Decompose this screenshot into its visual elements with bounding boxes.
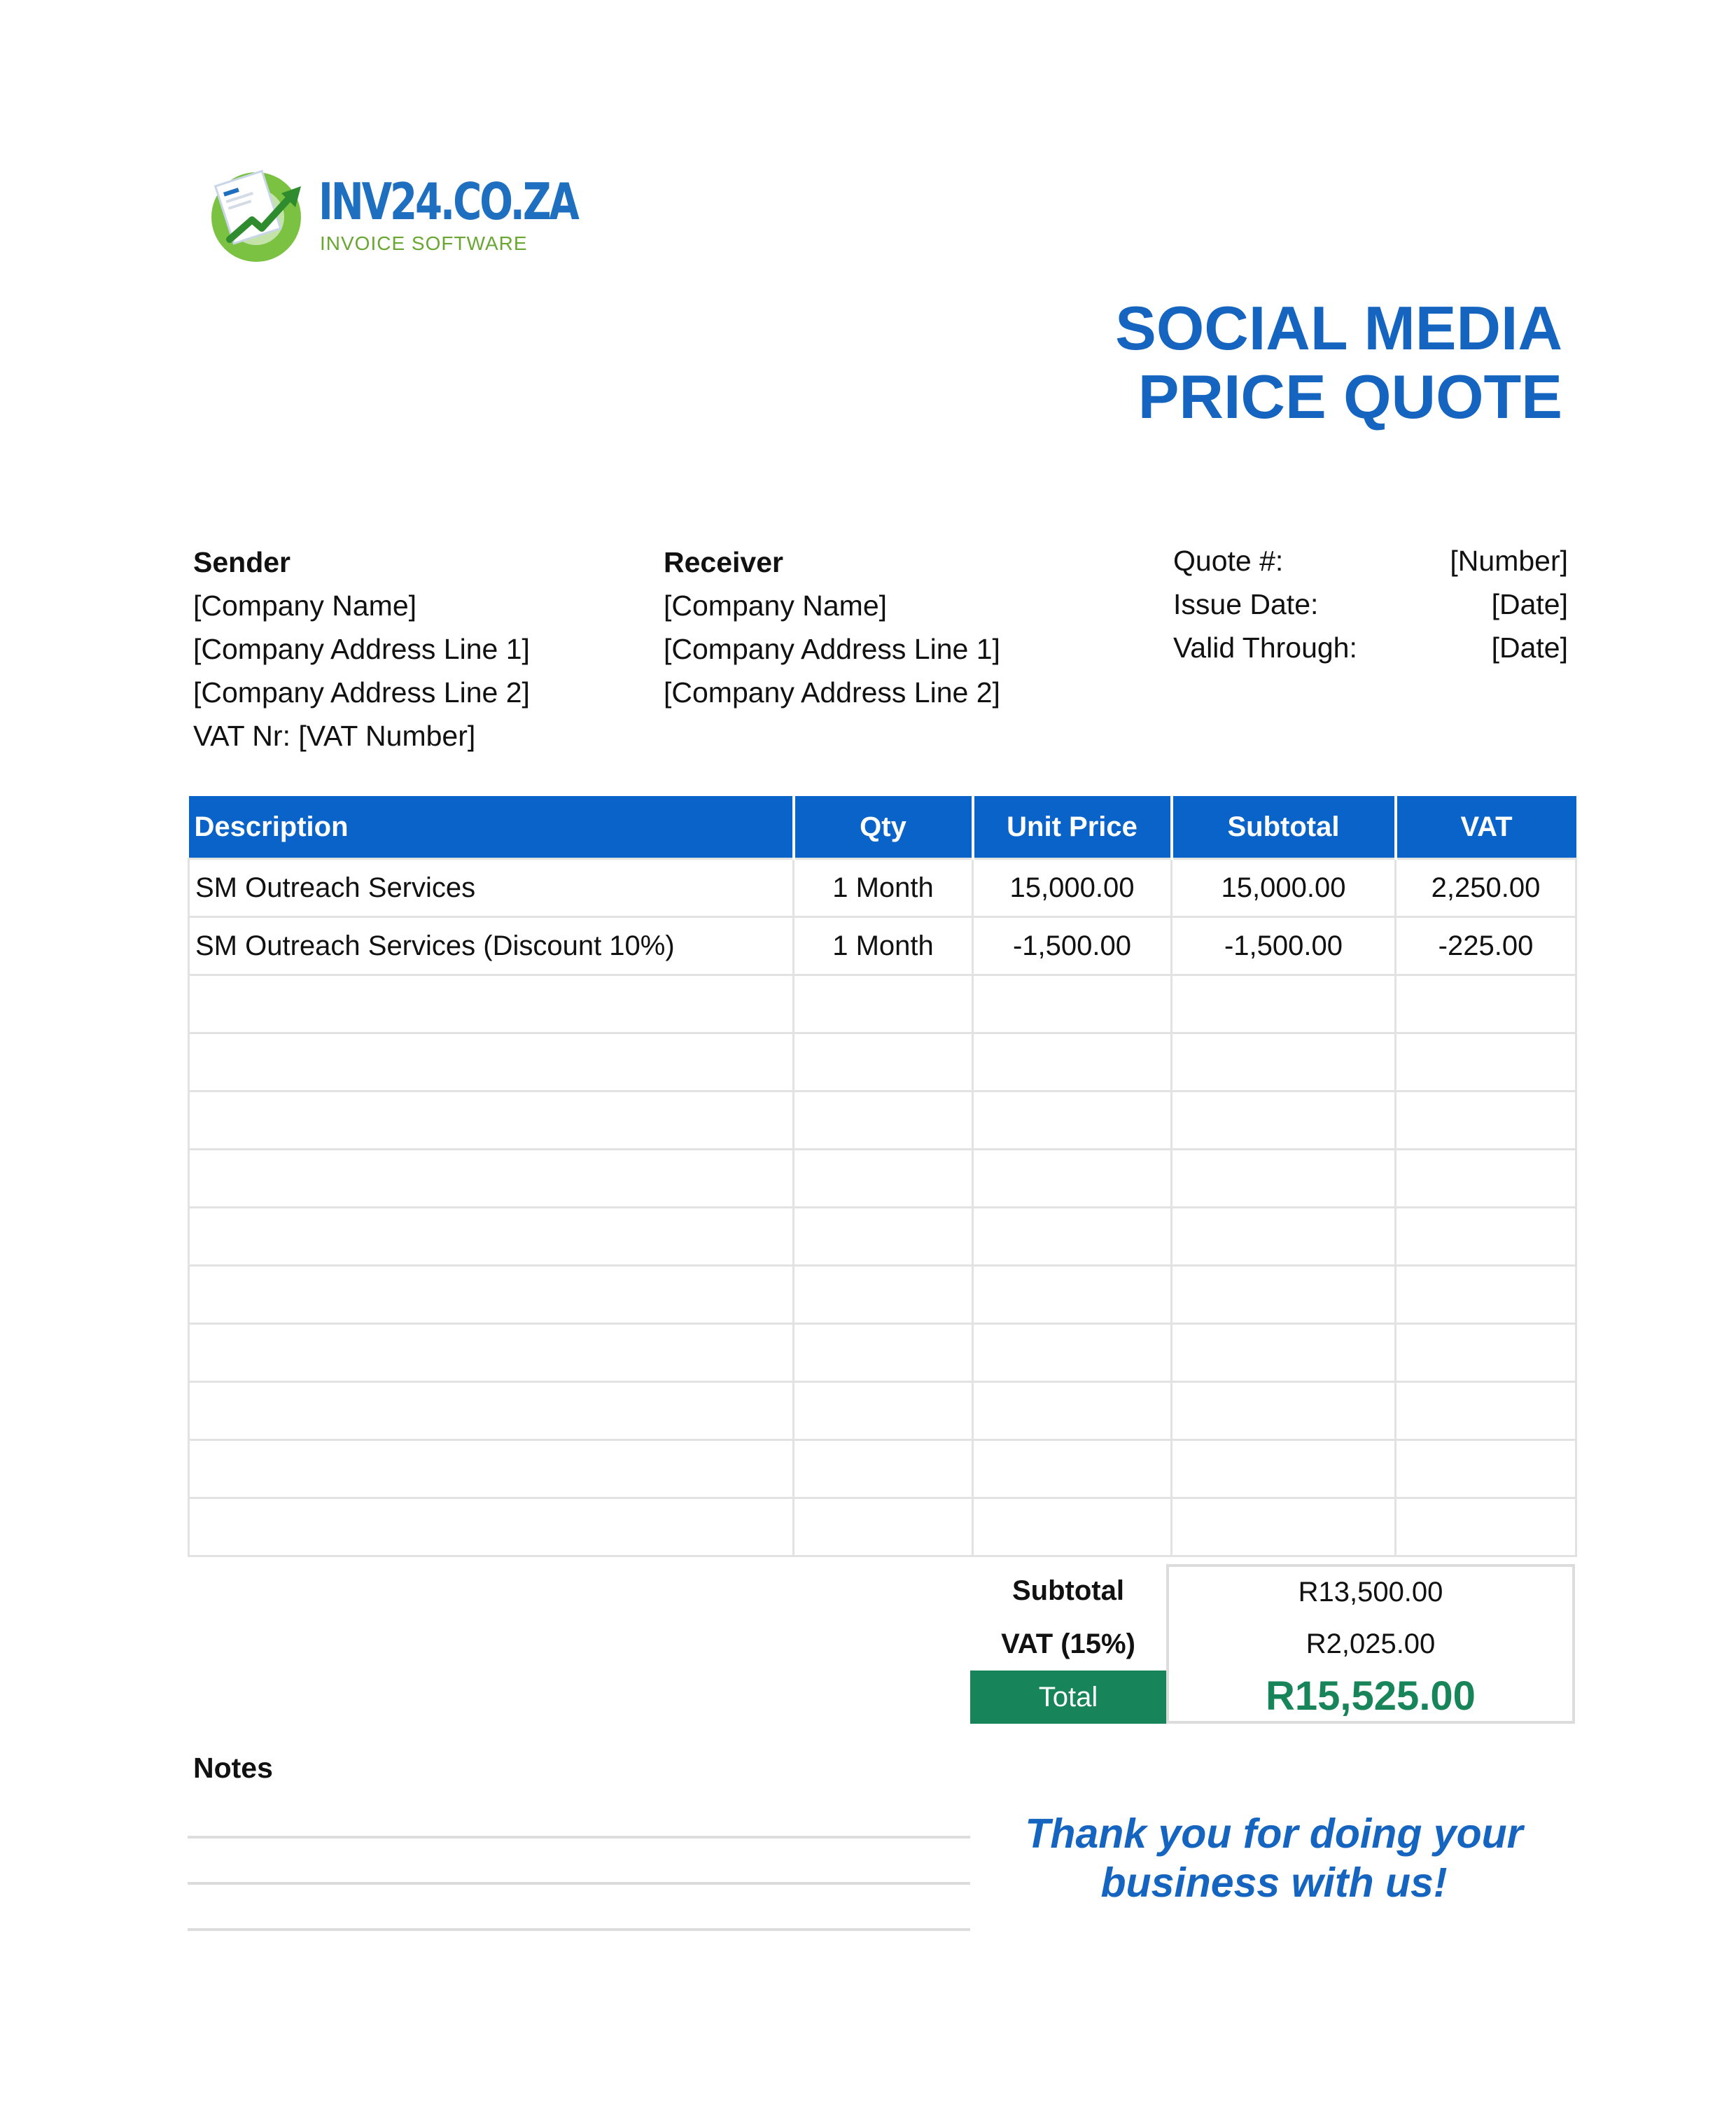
item-description-cell: [189, 1382, 794, 1440]
item-unit-price-cell: 15,000.00: [973, 859, 1172, 917]
item-vat-cell: [1396, 975, 1576, 1033]
table-row: [189, 859, 1576, 917]
item-subtotal-cell: [1172, 975, 1396, 1033]
item-unit-price-cell: [973, 1266, 1172, 1324]
item-vat-cell: [1396, 1092, 1576, 1150]
totals-block: [970, 1564, 1575, 1724]
sender-company: [Company Name]: [193, 590, 417, 622]
item-unit-price-cell: [973, 1092, 1172, 1150]
table-row: [189, 1092, 1576, 1150]
document-title: [1115, 294, 1562, 431]
item-subtotal-cell: [1172, 1208, 1396, 1266]
vat-value: R2,025.00: [1166, 1617, 1575, 1671]
header-vat: VAT: [1396, 796, 1576, 859]
subtotal-label: Subtotal: [1012, 1575, 1124, 1606]
title-line-1: SOCIAL MEDIA: [1115, 293, 1562, 363]
table-header-row: [189, 796, 1576, 859]
receiver-address-2: [Company Address Line 2]: [664, 676, 1000, 709]
item-unit-price-cell: [973, 1498, 1172, 1556]
item-description-cell: [189, 975, 794, 1033]
header-subtotal: Subtotal: [1172, 796, 1396, 859]
item-vat-cell: [1396, 1150, 1576, 1208]
item-unit-price-cell: -1,500.00: [973, 917, 1172, 975]
header-unit-price: Unit Price: [973, 796, 1172, 859]
item-unit-price-cell: [973, 1208, 1172, 1266]
item-unit-price-cell: [973, 1440, 1172, 1498]
item-description-cell: [189, 1033, 794, 1092]
item-vat-cell: -225.00: [1396, 917, 1576, 975]
item-subtotal-cell: [1172, 1440, 1396, 1498]
item-qty-cell: [794, 1382, 973, 1440]
sender-vat: VAT Nr: [VAT Number]: [193, 720, 476, 752]
sender-address-2: [Company Address Line 2]: [193, 676, 530, 709]
table-body: [189, 859, 1576, 1556]
receiver-address-1: [Company Address Line 1]: [664, 633, 1000, 665]
notes-line[interactable]: [188, 1836, 970, 1839]
item-description-cell: [189, 1150, 794, 1208]
subtotal-row: [970, 1564, 1575, 1617]
sender-address-1: [Company Address Line 1]: [193, 633, 530, 665]
notes-line[interactable]: [188, 1882, 970, 1885]
total-row: [970, 1671, 1575, 1724]
thank-you-message: [966, 1809, 1582, 1907]
notes-line[interactable]: [188, 1928, 970, 1931]
item-vat-cell: 2,250.00: [1396, 859, 1576, 917]
item-description-cell: SM Outreach Services (Discount 10%): [189, 917, 794, 975]
item-qty-cell: [794, 1033, 973, 1092]
title-line-2: PRICE QUOTE: [1138, 362, 1562, 431]
thank-you-line-1: Thank you for doing your: [1025, 1811, 1523, 1857]
vat-label: VAT (15%): [1001, 1628, 1135, 1659]
sender-block: [193, 541, 530, 758]
item-vat-cell: [1396, 1498, 1576, 1556]
quote-number-value: [Number]: [1450, 545, 1568, 577]
item-unit-price-cell: [973, 1033, 1172, 1092]
item-qty-cell: [794, 1092, 973, 1150]
item-description-cell: [189, 1208, 794, 1266]
valid-through-row: [1173, 626, 1568, 669]
table-row: [189, 975, 1576, 1033]
company-logo: [209, 162, 578, 267]
table-row: [189, 1440, 1576, 1498]
item-vat-cell: [1396, 1266, 1576, 1324]
item-vat-cell: [1396, 1440, 1576, 1498]
item-unit-price-cell: [973, 1324, 1172, 1382]
item-description-cell: [189, 1092, 794, 1150]
table-row: [189, 1382, 1576, 1440]
item-subtotal-cell: [1172, 1033, 1396, 1092]
thank-you-line-2: business with us!: [1100, 1860, 1448, 1906]
item-unit-price-cell: [973, 975, 1172, 1033]
sender-heading: Sender: [193, 546, 290, 578]
item-description-cell: [189, 1440, 794, 1498]
table-row: [189, 1266, 1576, 1324]
vat-row: [970, 1617, 1575, 1671]
receiver-heading: Receiver: [664, 546, 783, 578]
issue-date-value: [Date]: [1491, 588, 1568, 620]
total-label: Total: [970, 1671, 1166, 1724]
item-qty-cell: [794, 1324, 973, 1382]
item-qty-cell: 1 Month: [794, 859, 973, 917]
valid-through-value: [Date]: [1491, 632, 1568, 664]
item-qty-cell: [794, 1498, 973, 1556]
issue-date-row: [1173, 583, 1568, 626]
table-row: [189, 1208, 1576, 1266]
subtotal-value: R13,500.00: [1166, 1564, 1575, 1617]
table-row: [189, 1324, 1576, 1382]
header-description: Description: [189, 796, 794, 859]
item-unit-price-cell: [973, 1382, 1172, 1440]
item-description-cell: [189, 1498, 794, 1556]
item-subtotal-cell: [1172, 1266, 1396, 1324]
item-subtotal-cell: [1172, 1324, 1396, 1382]
table-row: [189, 917, 1576, 975]
item-vat-cell: [1396, 1382, 1576, 1440]
quote-meta: [1173, 539, 1568, 669]
table-row: [189, 1498, 1576, 1556]
item-unit-price-cell: [973, 1150, 1172, 1208]
item-qty-cell: 1 Month: [794, 917, 973, 975]
quote-number-label: Quote #:: [1173, 545, 1284, 577]
item-description-cell: SM Outreach Services: [189, 859, 794, 917]
receiver-company: [Company Name]: [664, 590, 888, 622]
valid-through-label: Valid Through:: [1173, 632, 1357, 664]
issue-date-label: Issue Date:: [1173, 588, 1319, 620]
item-subtotal-cell: [1172, 1498, 1396, 1556]
item-qty-cell: [794, 975, 973, 1033]
item-description-cell: [189, 1266, 794, 1324]
item-subtotal-cell: [1172, 1382, 1396, 1440]
table-row: [189, 1033, 1576, 1092]
line-items-table: [188, 796, 1577, 1557]
notes-heading: Notes: [193, 1752, 273, 1784]
item-qty-cell: [794, 1440, 973, 1498]
item-subtotal-cell: [1172, 1150, 1396, 1208]
item-qty-cell: [794, 1150, 973, 1208]
item-subtotal-cell: [1172, 1092, 1396, 1150]
item-vat-cell: [1396, 1033, 1576, 1092]
item-description-cell: [189, 1324, 794, 1382]
logo-chart-icon: [209, 167, 310, 265]
total-value: R15,525.00: [1166, 1671, 1575, 1724]
item-vat-cell: [1396, 1208, 1576, 1266]
item-vat-cell: [1396, 1324, 1576, 1382]
header-qty: Qty: [794, 796, 973, 859]
item-qty-cell: [794, 1266, 973, 1324]
table-row: [189, 1150, 1576, 1208]
logo-wordmark: INV24.CO.ZA: [318, 172, 578, 231]
logo-tagline: INVOICE SOFTWARE: [320, 232, 528, 254]
quote-number-row: [1173, 539, 1568, 583]
item-subtotal-cell: 15,000.00: [1172, 859, 1396, 917]
item-subtotal-cell: -1,500.00: [1172, 917, 1396, 975]
item-qty-cell: [794, 1208, 973, 1266]
receiver-block: [664, 541, 1000, 714]
